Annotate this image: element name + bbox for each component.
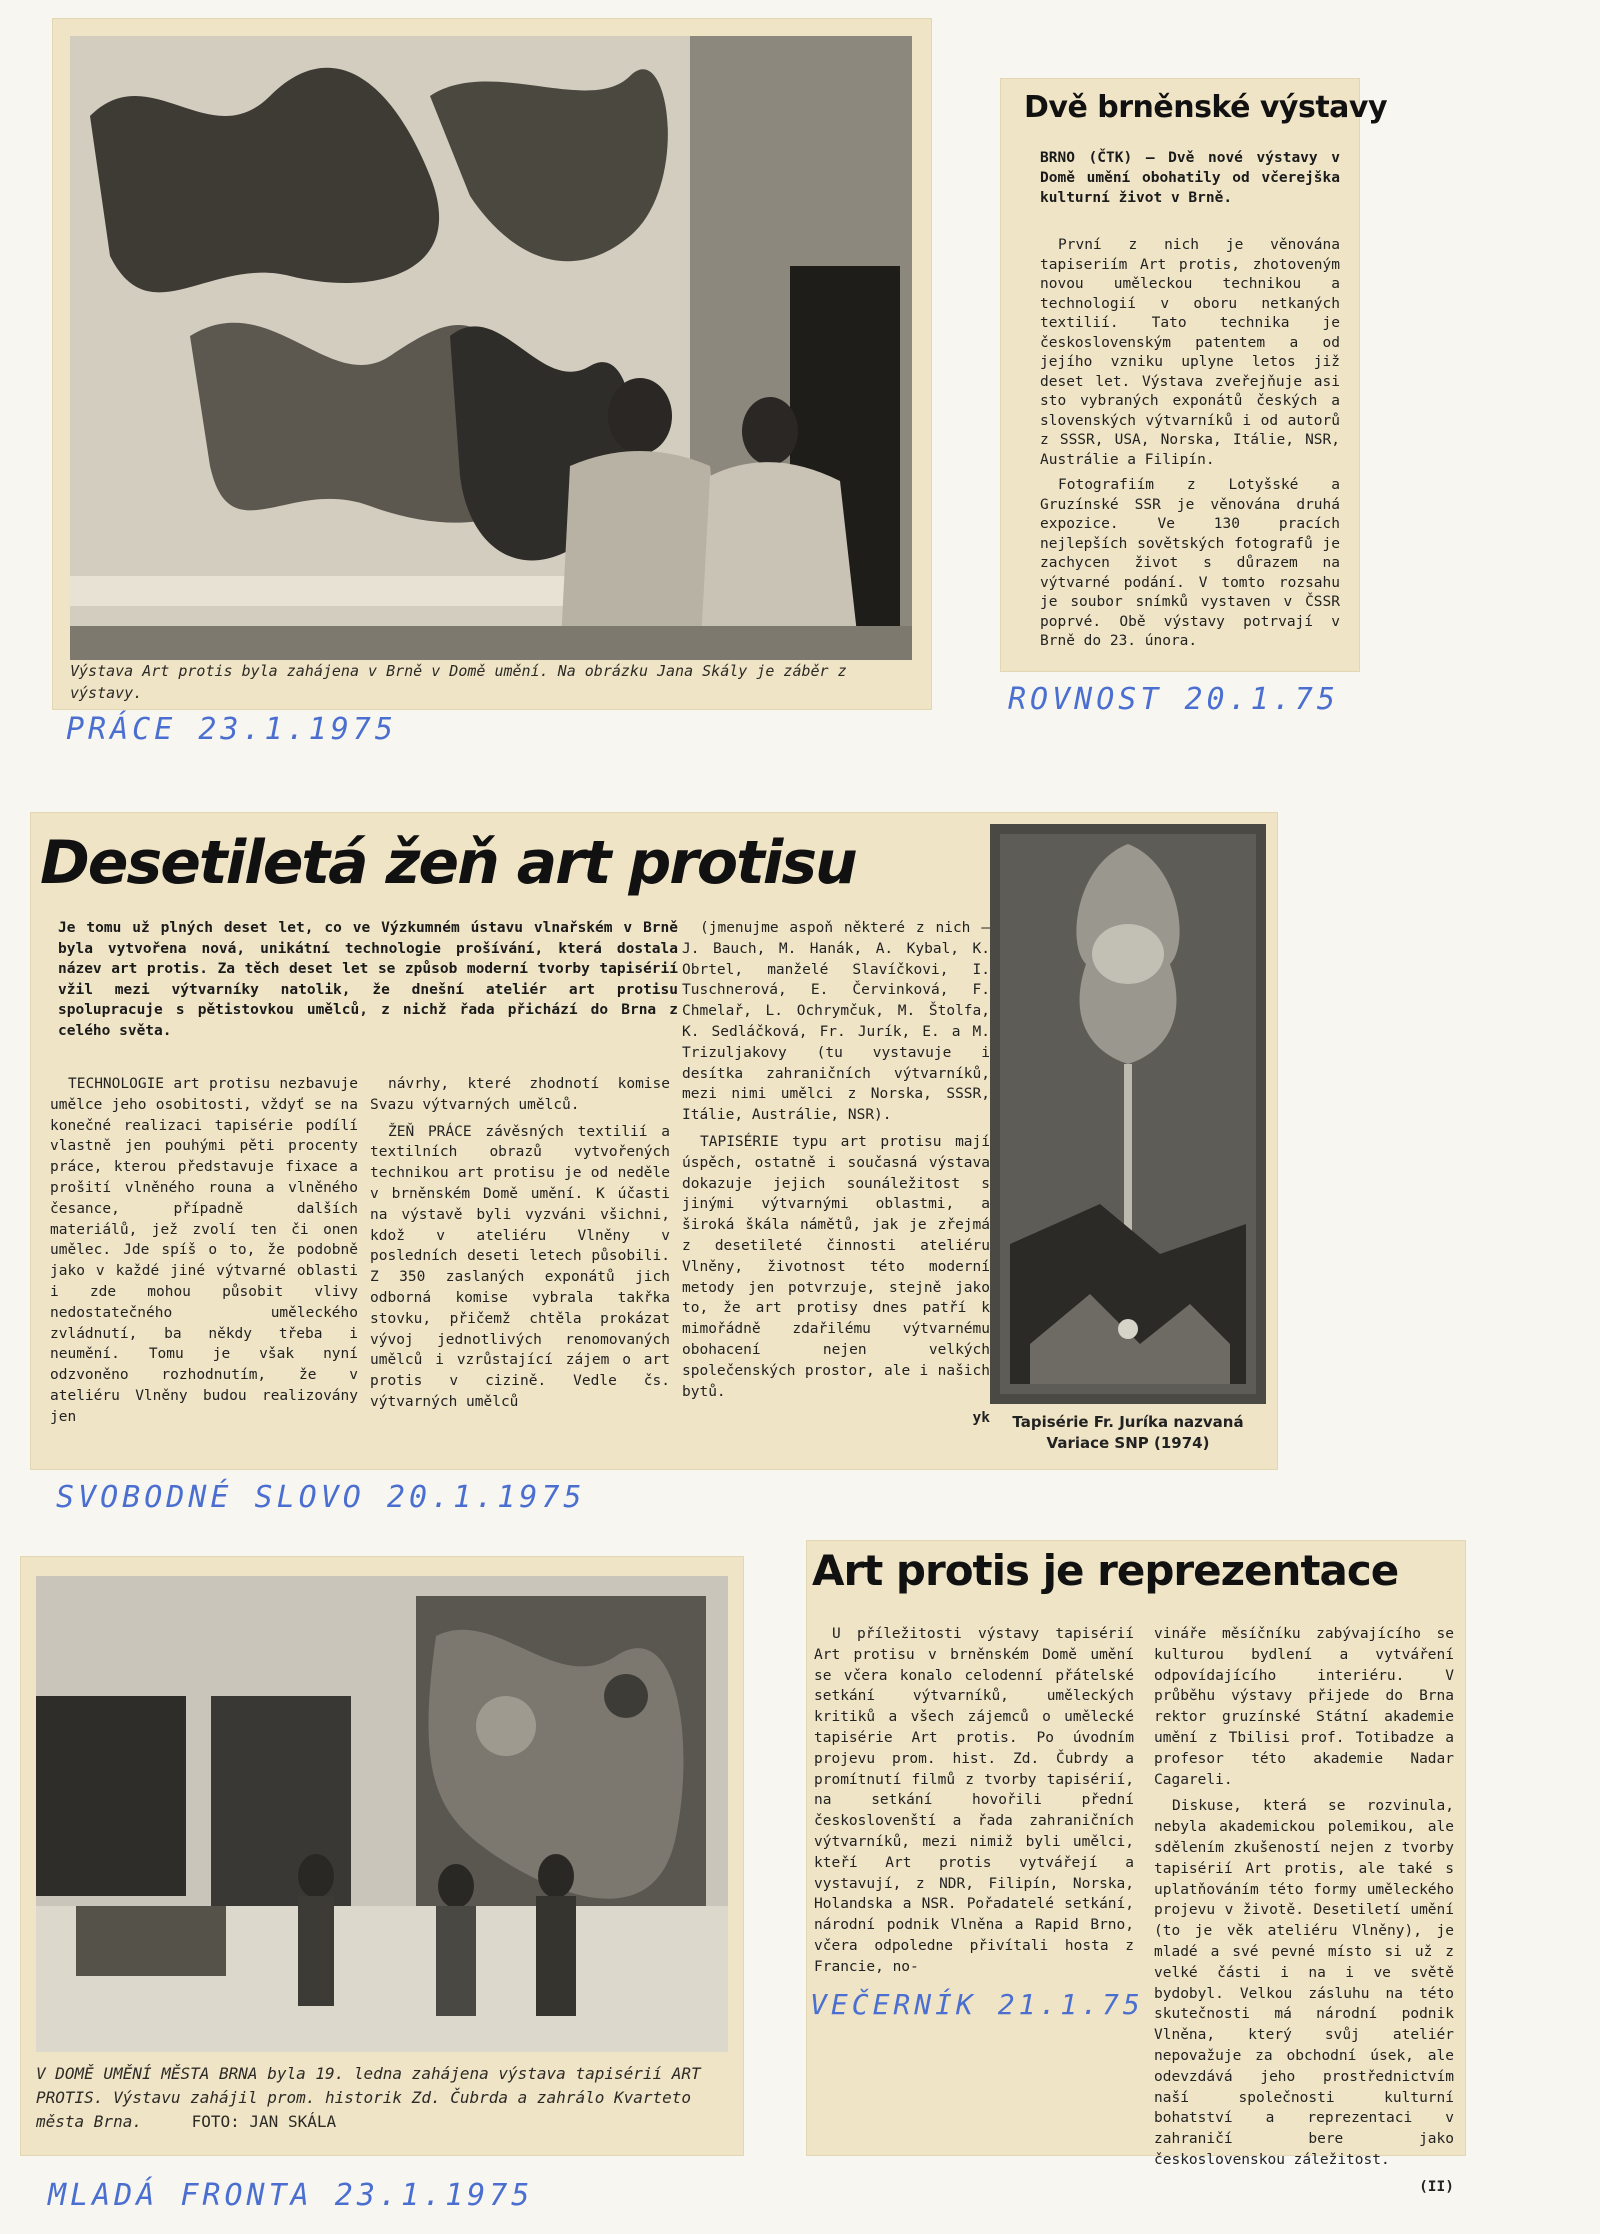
svobodne-source-note: SVOBODNÉ SLOVO 20.1.1975 — [56, 1480, 586, 1515]
vecernik-headline: Art protis je reprezentace — [812, 1546, 1399, 1595]
vecernik-col-2b-text: Diskuse, která se rozvinula, nebyla akademickou polemikou, ale sdělením zkušeností nejen z tvorby tapisérií Art protis, ale také s uplatňováním této formy uměleckého projevu v životě. Desetiletí umění (to je věk ateliéru Vlněny), je mladé a své pevné místo si už z velké části i na i ve světě bydobyl. Velkou zásluhu na této skutečnosti má národní podnik Vlněna, který svůj ateliér nepovažuje za obchodní úsek, ale odevzdává jeho prostřednictvím naší společnosti kulturní bohatství a reprezentaci v zahraničí bere jako československou záležitost. — [1154, 1798, 1454, 2168]
mlada-fronta-gallery-photo — [36, 1576, 728, 2052]
vecernik-signature: (II) — [1419, 2178, 1454, 2195]
svobodne-col-3 — [682, 918, 990, 1429]
svobodne-col-1 — [50, 1074, 358, 1434]
prace-photo-caption: Výstava Art protis byla zahájena v Brně v Domě umění. Na obrázku Jana Skály je záběr z výstavy. — [70, 662, 847, 702]
vecernik-col-2a-text: vináře měsíčníku zabývajícího se kulturou bydlení a vytváření odpovídajícího interiéru. V průběhu výstavy přijede do Brna rektor gruzínské Státní akademie umění z Tbilisi prof. Totibadze a profesor této akademie Nadar Cagareli. — [1154, 1626, 1454, 1788]
rovnost-body — [1040, 236, 1340, 658]
tapestry-caption-line-2: Variace SNP (1974) — [1046, 1434, 1210, 1452]
rovnost-headline: Dvě brněnské výstavy — [1024, 90, 1388, 125]
mlada-fronta-source-note: MLADÁ FRONTA 23.1.1975 — [48, 2178, 534, 2213]
rovnost-paragraph-2: Fotografiím z Lotyšské a Gruzínské SSR je věnována druhá expozice. Ve 130 pracích nejlepších sovětských fotografů je zachycen život s důrazem na výtvarné podání. V tomto rozsahu je soubor snímků vystaven v ČSSR poprvé. Obě výstavy potrvají v Brně do 23. února. — [1040, 477, 1340, 649]
vecernik-col-2 — [1154, 1624, 1454, 2198]
svobodne-lead: Je tomu už plných deset let, co ve Výzkumném ústavu vlnařském v Brně byla vytvořena nová, unikátní technologie prošívání, která dostala název art protis. Za těch deset let se způsob moderní tvorby tapisérií vžil mezi výtvarníky natolik, že dnešní ateliér art protisu spolupracuje s pětistovkou umělců, z nichž řada přichází do Brna z celého světa. — [58, 920, 678, 1039]
svobodne-col-2a-text: návrhy, které zhodnotí komise Svazu výtvarných umělců. — [370, 1076, 670, 1113]
rovnost-source-note: ROVNOST 20.1.75 — [1008, 682, 1339, 717]
rovnost-lead: BRNO (ČTK) — Dvě nové výstavy v Domě umění obohatily od včerejška kulturní život v Brně. — [1040, 150, 1340, 206]
svobodne-col-3a-text: (jmenujme aspoň některé z nich — J. Bauch, M. Hanák, A. Kybal, K. Obrtel, manželé Slavíčkovi, I. Tuschnerová, E. Červinková, F. Chmelař, L. Ochrymčuk, M. Štolfa, K. Sedláčková, Fr. Jurík, E. a M. Trizuljakovy (tu vystavuje i desítka zahraničních výtvarníků, mezi nimi umělci z Norska, SSSR, Itálie, Austrálie, NSR). — [682, 920, 990, 1124]
svobodne-col-1-text: TECHNOLOGIE art protisu nezbavuje umělce jeho osobitosti, vždyť se na konečné realizaci tapisérie podílí vlastně jen pouhými pěti procenty práce, kterou představuje fixace a prošití vlněného rouna a vlněného česance, případně dalších materiálů, jež zvolí ten či onen umělec. Jde spíš o to, že podobně jako v každé jiné výtvarné oblasti i zde mohou působit vlivy nedostatečného uměleckého zvládnutí, ba někdy třeba i neumění. Tomu je však nyní odzvoněno rozhodnutím, že v ateliéru Vlněny budou realizovány jen — [50, 1076, 358, 1425]
vecernik-col-1 — [814, 1624, 1134, 1984]
mlada-fronta-clipping — [20, 1556, 744, 2156]
svobodne-col-3b-text: TAPISÉRIE typu art protisu mají úspěch, ostatně i současná výstava dokazuje jejich sounáležitost s jinými výtvarnými oblastmi, a široká škála námětů, jak je zřejmá z desetileté činnosti ateliéru Vlněny, životnost této moderní metody jen potvrzuje, stejně jako to, že art protisy dnes patří k mimořádně zdařilému výtvarnému obohacení nejen velkých společenských prostor, ale i našich bytů. — [682, 1133, 990, 1400]
prace-source-note: PRÁCE 23.1.1975 — [66, 712, 397, 747]
prace-clipping — [52, 18, 932, 710]
vecernik-clipping — [806, 1540, 1466, 2195]
tapestry-variace-snp-photo — [990, 824, 1266, 1404]
prace-exhibition-photo — [70, 36, 912, 660]
vecernik-source-note: VEČERNÍK 21.1.75 — [810, 1988, 1144, 2021]
tapestry-caption-line-1: Tapisérie Fr. Juríka nazvaná — [1012, 1413, 1244, 1431]
svobodne-signature: yk — [972, 1410, 990, 1427]
rovnost-paragraph-1: První z nich je věnována tapiseriím Art protis, zhotoveným novou uměleckou technikou a technologií v oboru netkaných textilií. Tato technika je československým patentem a od jejího vzniku uplyne letos již deset let. Výstava zveřejňuje asi sto vybraných exponátů českých a slovenských výtvarníků i od autorů z SSSR, USA, Norska, Itálie, NSR, Austrálie a Filipín. — [1040, 237, 1340, 468]
svobodne-col-2 — [370, 1074, 670, 1419]
mlada-fronta-caption-text: V DOMĚ UMĚNÍ MĚSTA BRNA byla 19. ledna zahájena výstava tapisérií ART PROTIS. Výstavu zahájil prom. historik Zd. Čubrda a zahrálo Kvarteto města Brna. — [36, 2064, 701, 2131]
svobodne-headline: Desetiletá žeň art protisu — [40, 828, 856, 898]
tapestry-photo-caption — [990, 1412, 1266, 1454]
vecernik-col-1-text: U příležitosti výstavy tapisérií Art protisu v brněnském Domě umění se včera konalo celodenní přátelské setkání výtvarníků, uměleckých kritiků a všech zájemců o umělecké tapisérie Art protis. Po úvodním projevu prom. hist. Zd. Čubrdy a promítnutí filmů z tvorby tapisérií, na setkání hovořili přední českoslovenští a řada zahraničních výtvarníků, mezi nimiž byli umělci, kteří Art protis vytvářejí a vystavují, z NDR, Filipín, Norska, Holandska a NSR. Pořadatelé setkání, národní podnik Vlněna a Rapid Brno, včera odpoledne přivítali hosta z Francie, no- — [814, 1626, 1134, 1975]
mlada-fronta-caption — [36, 2062, 728, 2134]
rovnost-clipping — [1000, 78, 1388, 672]
svobodne-slovo-clipping — [30, 812, 1278, 1470]
mlada-fronta-photo-credit: FOTO: JAN SKÁLA — [191, 2112, 337, 2131]
svobodne-col-2b-text: ŽEŇ PRÁCE závěsných textilií a textilních obrazů vytvořených technikou art protisu je od neděle v brněnském Domě umění. K účasti na výstavě byli vyzváni všichni, kdož v ateliéru Vlněny v posledních deseti letech působili. Z 350 zaslaných exponátů jich odborná komise vybrala takřka stovku, přičemž chtěla prokázat vývoj jednotlivých renomovaných umělců i vzrůstající zájem o art protis v cizině. Vedle čs. výtvarných umělců — [370, 1123, 670, 1410]
